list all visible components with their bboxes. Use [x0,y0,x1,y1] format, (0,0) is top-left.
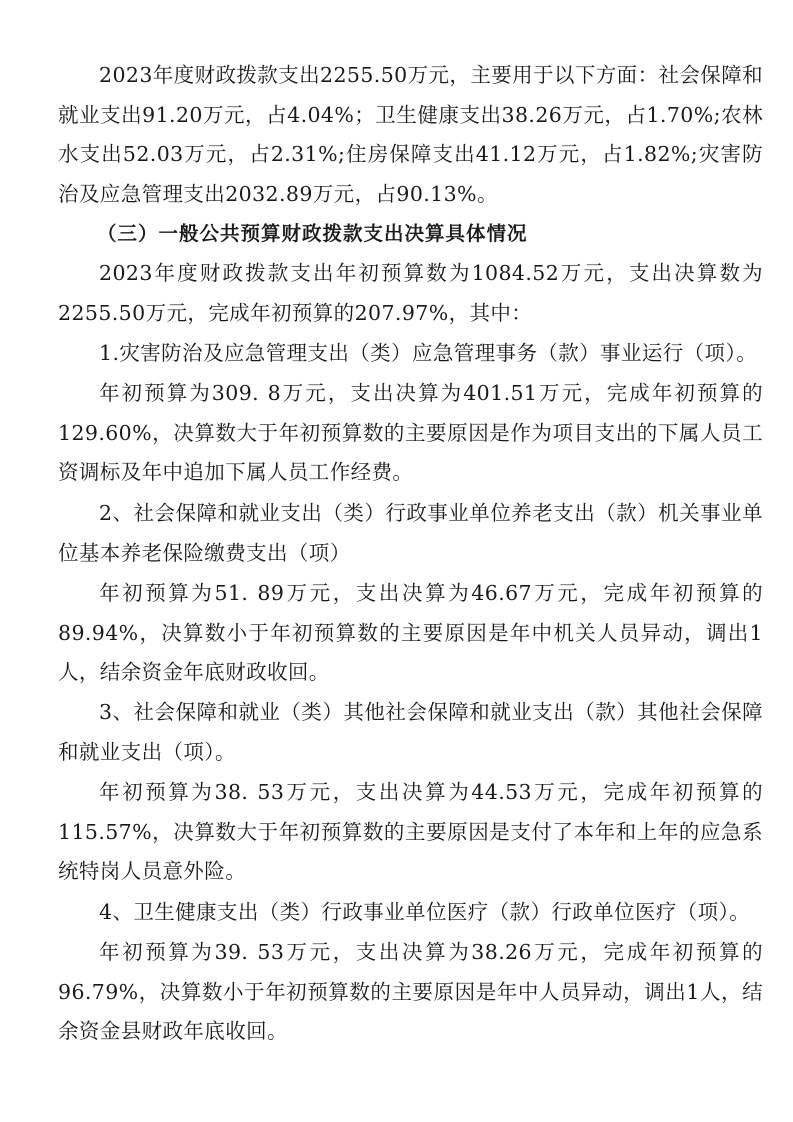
item-heading-disaster-prevention: 1.灾害防治及应急管理支出（类）应急管理事务（款）事业运行（项）。 [99,341,758,365]
paragraph-other-social-security-detail: 年初预算为38. 53万元，支出决算为44.53万元，完成年初预算的115.57%，决算数大于年初预算数的主要原因是支付了本年和上年的应急系统特岗人员意外险。 [58,780,763,883]
item-heading-other-social-security: 3、社会保障和就业（类）其他社会保障和就业支出（款）其他社会保障和就业支出（项）。 [58,700,763,764]
paragraph-disaster-prevention-detail: 年初预算为309. 8万元，支出决算为401.51万元，完成年初预算的129.60%，决算数大于年初预算数的主要原因是作为项目支出的下属人员工资调标及年中追加下属人员工作经费。 [58,381,763,484]
item-heading-social-security-pension: 2、社会保障和就业支出（类）行政事业单位养老支出（款）机关事业单位基本养老保险缴费支出（项） [58,501,763,565]
item-heading-health: 4、卫生健康支出（类）行政事业单位医疗（款）行政单位医疗（项）。 [99,900,751,924]
paragraph-health-detail: 年初预算为39. 53万元，支出决算为38.26万元，完成年初预算的96.79%，决算数小于年初预算数的主要原因是年中人员异动，调出1人，结余资金县财政年底收回。 [58,940,763,1043]
paragraph-social-security-pension-detail: 年初预算为51. 89万元，支出决算为46.67万元，完成年初预算的89.94%，决算数小于年初预算数的主要原因是年中机关人员异动，调出1人，结余资金年底财政收回。 [58,581,763,684]
section-heading-general-budget: （三）一般公共预算财政拨款支出决算具体情况 [97,222,528,245]
paragraph-expenditure-summary: 2023年度财政拨款支出2255.50万元，主要用于以下方面：社会保障和就业支出91.20万元，占4.04%；卫生健康支出38.26万元，占1.70%;农林水支出52.03万元，占2.31%;住房保障支出41.12万元，占1.82%;灾害防治及应急管理支出2032.89万元，占90.13%。 [58,63,763,206]
paragraph-budget-overview: 2023年度财政拨款支出年初预算数为1084.52万元，支出决算数为2255.50万元，完成年初预算的207.97%，其中： [58,261,763,325]
